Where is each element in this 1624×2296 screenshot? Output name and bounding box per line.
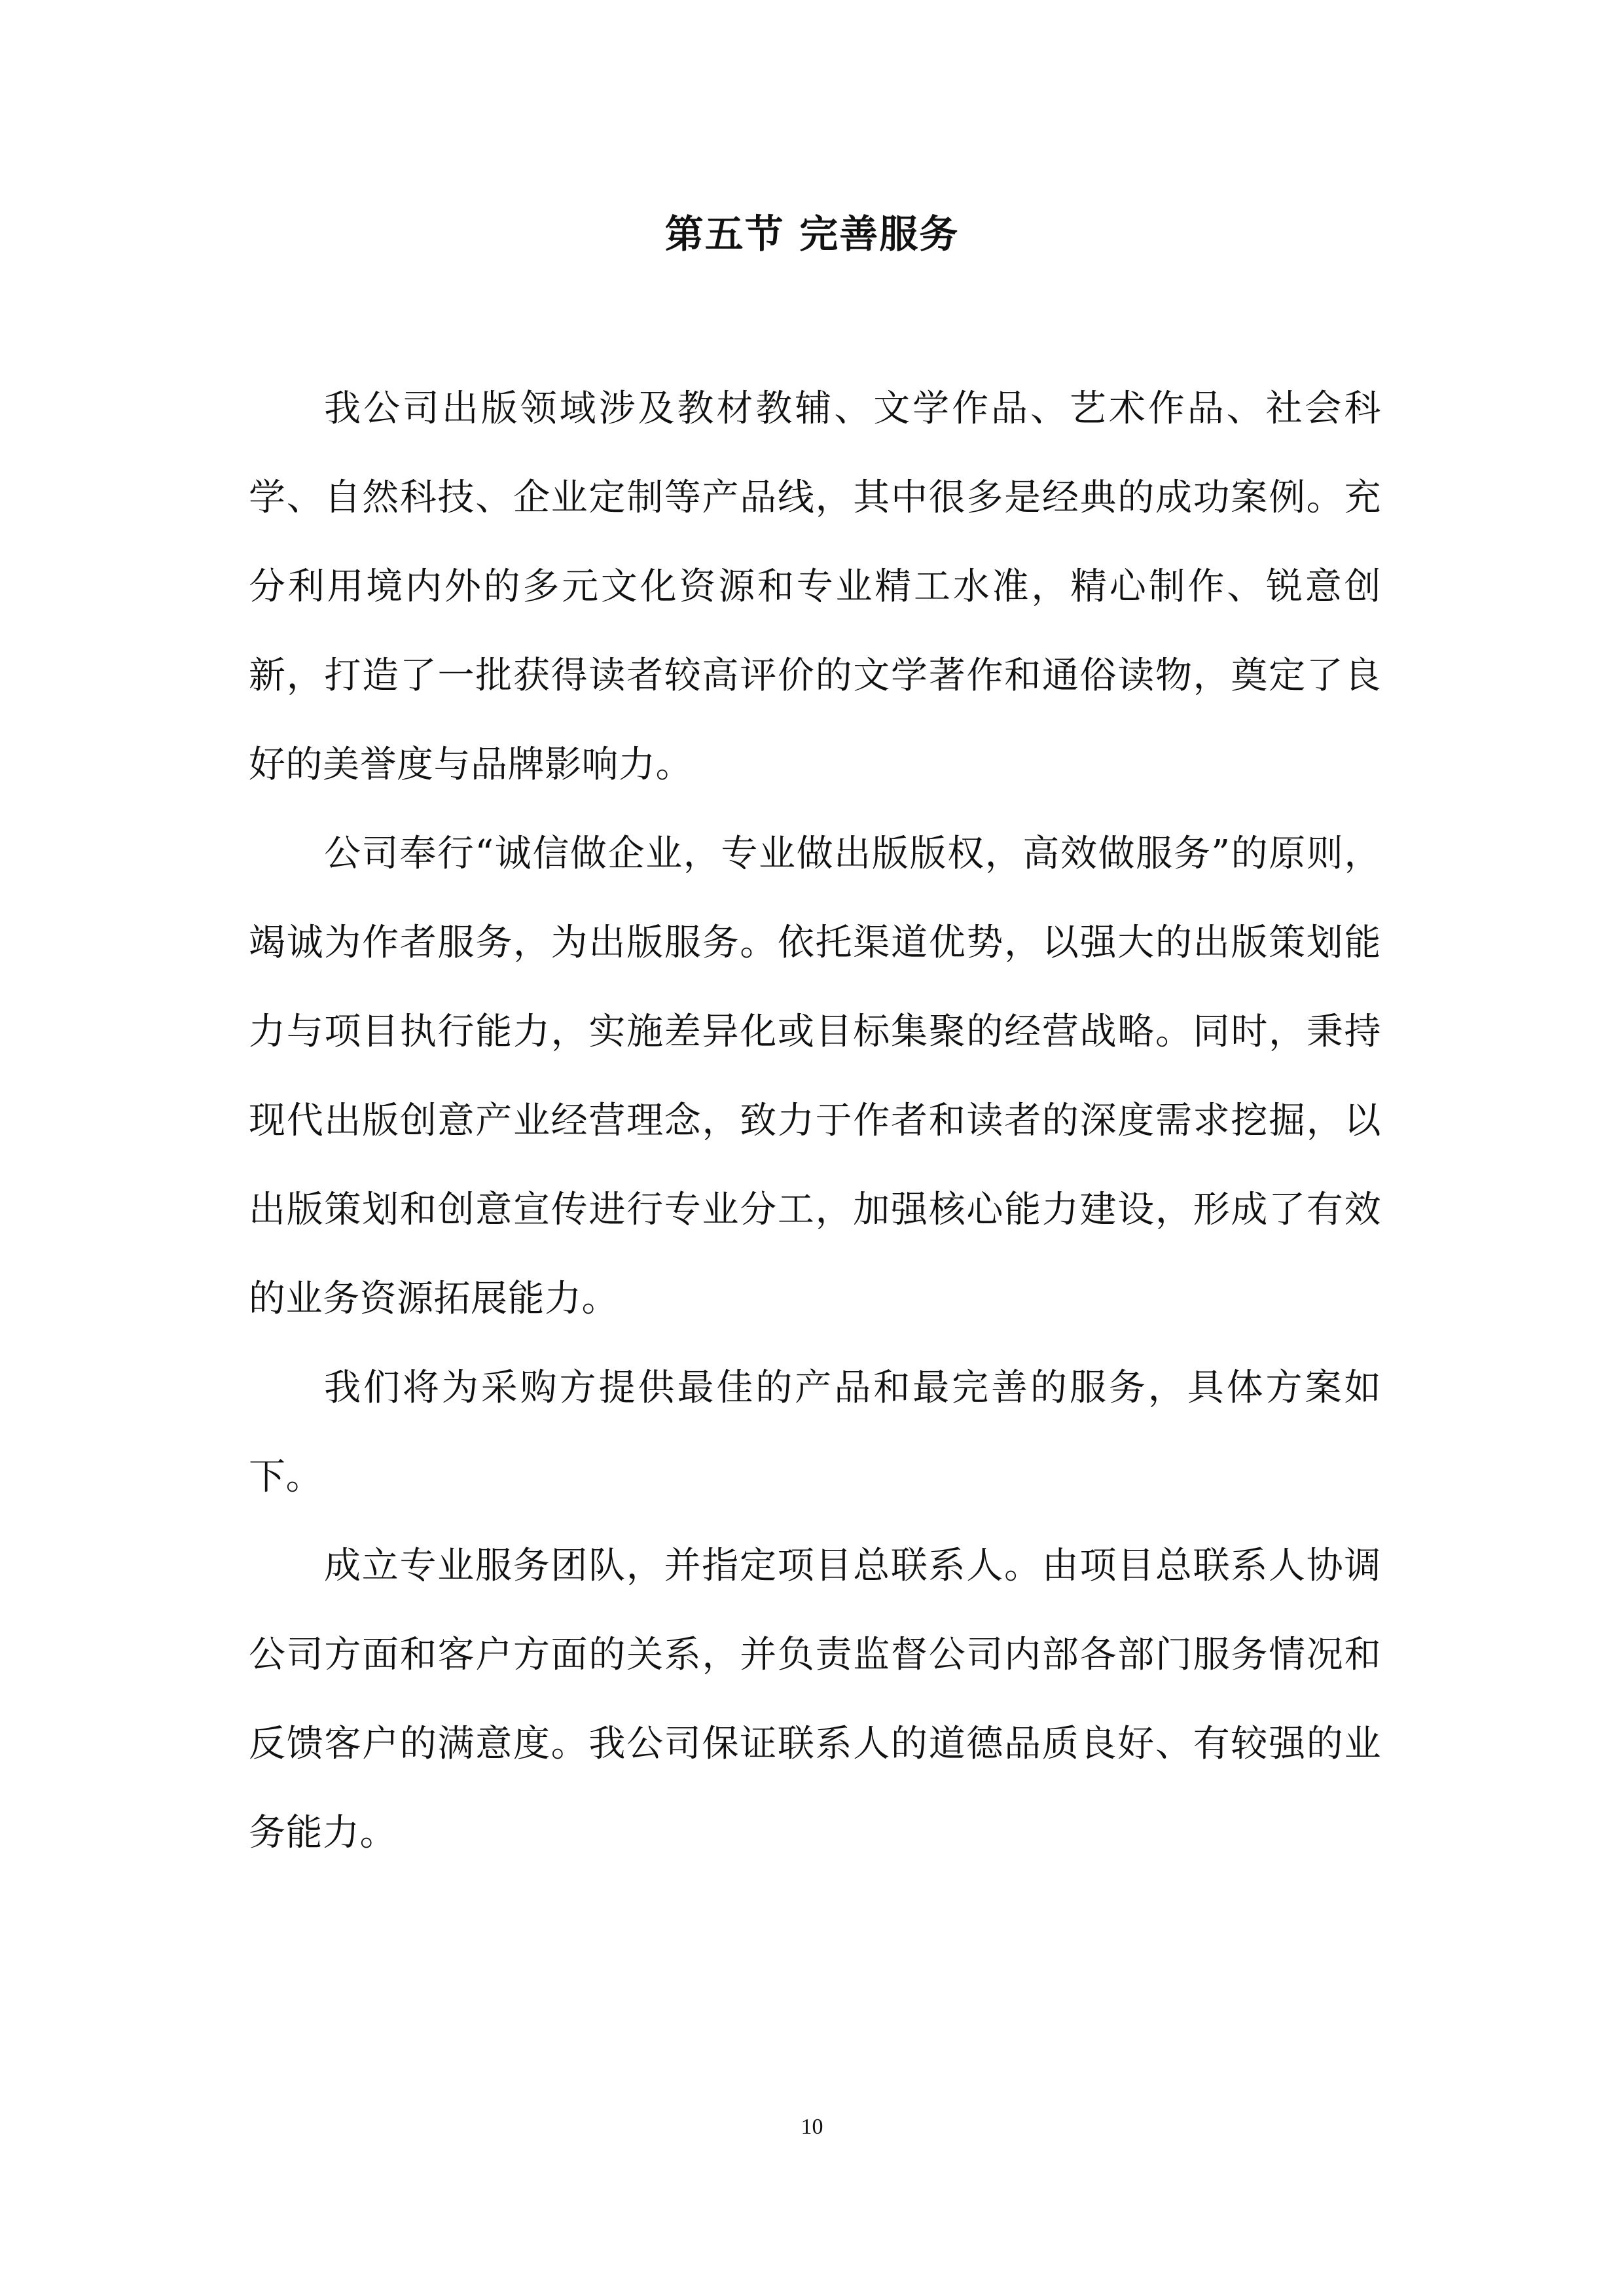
page-number: 10 [801,2115,823,2139]
paragraph-service-commitment: 我们将为采购方提供最佳的产品和最完善的服务，具体方案如下。 [249,1367,1381,1498]
paragraph-company-principles: 公司奉行“诚信做企业，专业做出版版权，高效做服务”的原则，竭诚为作者服务，为出版服务。依托渠道优势，以强大的出版策划能力与项目执行能力，实施差异化或目标集聚的经营战略。同时，秉持现代出版创意产业经营理念，致力于作者和读者的深度需求挖掘，以出版策划和创意宣传进行专业分工，加强核心能力建设，形成了有效的业务资源拓展能力。 [249,833,1381,1320]
section-heading: 第五节 完善服务 [664,211,960,257]
body-text [249,365,1381,1878]
paragraph-publishing-scope: 我公司出版领域涉及教材教辅、文学作品、艺术作品、社会科学、自然科技、企业定制等产品线，其中很多是经典的成功案例。充分利用境内外的多元文化资源和专业精工水准，精心制作、锐意创新，打造了一批获得读者较高评价的文学著作和通俗读物，奠定了良好的美誉度与品牌影响力。 [249,387,1381,786]
paragraph-service-team: 成立专业服务团队，并指定项目总联系人。由项目总联系人协调公司方面和客户方面的关系，并负责监督公司内部各部门服务情况和反馈客户的满意度。我公司保证联系人的道德品质良好、有较强的业务能力。 [249,1545,1381,1854]
